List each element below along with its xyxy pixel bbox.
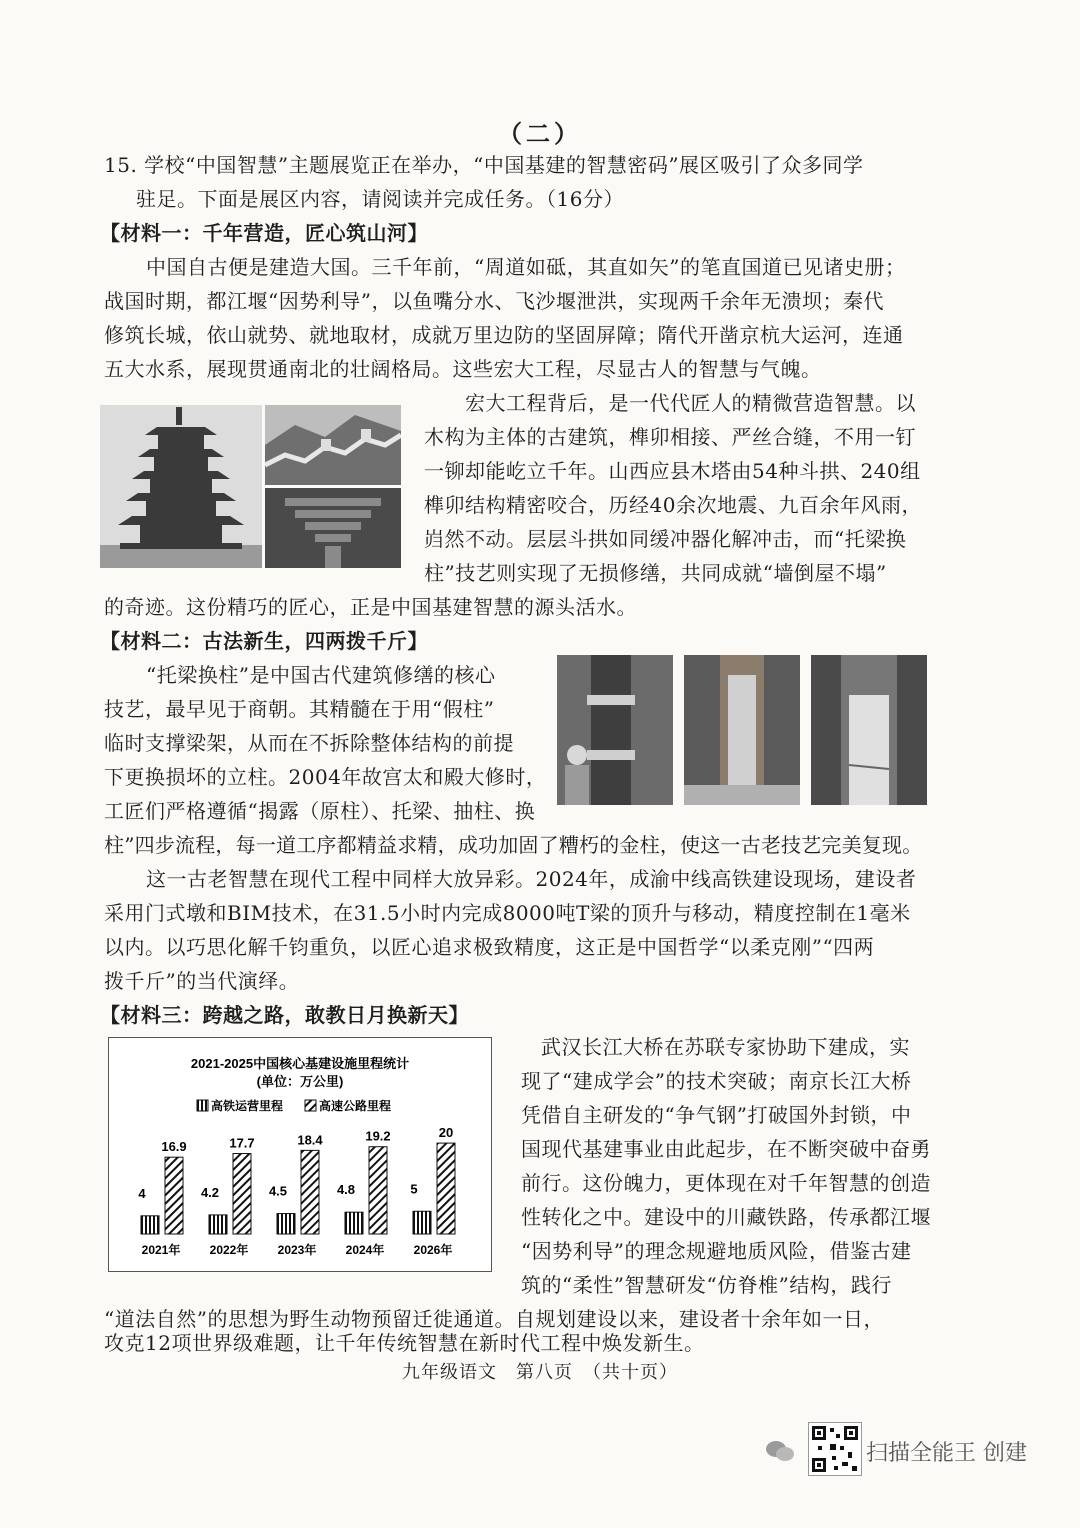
legend-swatch xyxy=(305,1100,316,1111)
bar-expressway xyxy=(437,1143,455,1234)
legend-label: 高铁运营里程 xyxy=(211,1099,284,1113)
bar-expressway xyxy=(369,1147,387,1234)
mileage-bar-chart xyxy=(108,1037,492,1272)
material-2-text: 技艺，最早见于商朝。其精髓在于用“假柱” xyxy=(104,697,495,721)
material-3-text: “因势利导”的理念规避地质风险，借鉴古建 xyxy=(521,1239,912,1263)
bar-value-label: 4.8 xyxy=(336,1182,356,1198)
material-3-text: 筑的“柔性”智慧研发“仿脊椎”结构，践行 xyxy=(521,1273,892,1297)
material-2-text: 下更换损坏的立柱。2004年故宫太和殿大修时， xyxy=(104,765,547,789)
material-3-text: “道法自然”的思想为野生动物预留迁徙通道。自规划建设以来，建设者十余年如一日， xyxy=(104,1307,884,1331)
material-3-text: 武汉长江大桥在苏联专家协助下建成，实 xyxy=(541,1035,910,1059)
question-stem-line-2: 驻足。下面是展区内容，请阅读并完成任务。（16分） xyxy=(136,187,624,211)
chart-title: 2021-2025中国核心基建设施里程统计 xyxy=(190,1056,410,1071)
pillar-repair-photo-1 xyxy=(557,655,673,805)
bar-expressway xyxy=(165,1157,183,1234)
bar-expressway xyxy=(233,1154,251,1234)
legend-label: 高速公路里程 xyxy=(319,1099,392,1113)
material-1-text: 的奇迹。这份精巧的匠心，正是中国基建智慧的源头活水。 xyxy=(104,595,637,619)
legend-swatch xyxy=(197,1100,208,1111)
bar-value-label: 16.9 xyxy=(161,1139,187,1155)
material-2-text: 拨千斤”的当代演绎。 xyxy=(104,969,300,993)
wechat-icon xyxy=(765,1440,795,1462)
material-3-text: 国现代基建事业由此起步，在不断突破中奋勇 xyxy=(521,1137,931,1161)
material-1-text: 中国自古便是建造大国。三千年前，“周道如砥，其直如矢”的笔直国道已见诸史册； xyxy=(146,255,906,279)
material-3-text: 性转化之中。建设中的川藏铁路，传承都江堰 xyxy=(521,1205,931,1229)
bar-value-label: 4 xyxy=(138,1185,146,1201)
material-1-text: 岿然不动。层层斗拱如同缓冲器化解冲击，而“托梁换 xyxy=(424,527,907,551)
material-2-text: 工匠们严格遵循“揭露（原柱）、托梁、抽柱、换 xyxy=(104,799,536,823)
bar-high-speed-rail xyxy=(413,1211,431,1234)
material-3-text: 凭借自主研发的“争气钢”打破国外封锁，中 xyxy=(521,1103,912,1127)
category-tick-label: 2023年 xyxy=(277,1243,317,1257)
material-2-text: 以内。以巧思化解千钧重负，以匠心追求极致精度，这正是中国哲学“以柔克刚”“四两 xyxy=(104,935,875,959)
material-1-text: 宏大工程背后，是一代代匠人的精微营造智慧。以 xyxy=(465,391,916,415)
bar-value-label: 4.2 xyxy=(200,1184,220,1200)
bar-high-speed-rail xyxy=(345,1212,363,1234)
category-tick-label: 2024年 xyxy=(345,1243,385,1257)
material-1-text: 五大水系，展现贯通南北的壮阔格局。这些宏大工程，尽显古人的智慧与气魄。 xyxy=(104,357,822,381)
material-3-text: 攻克12项世界级难题，让千年传统智慧在新时代工程中焕发新生。 xyxy=(104,1331,705,1355)
bar-high-speed-rail xyxy=(209,1215,227,1234)
material-2-text: 柱”四步流程，每一道工序都精益求精，成功加固了糟朽的金柱，使这一古老技艺完美复现。 xyxy=(104,833,923,857)
scanner-watermark: 扫描全能王 创建 xyxy=(866,1441,1027,1466)
bar-value-label: 19.2 xyxy=(365,1128,391,1144)
material-2-text: 这一古老智慧在现代工程中同样大放异彩。2024年，成渝中线高铁建设现场，建设者 xyxy=(146,867,917,891)
dougong-bracket-photo xyxy=(265,488,401,568)
bar-value-label: 17.7 xyxy=(229,1135,255,1151)
pillar-repair-photo-3 xyxy=(811,655,927,805)
bar-expressway xyxy=(301,1150,319,1234)
bar-value-label: 18.4 xyxy=(297,1132,323,1148)
material-1-text: 柱”技艺则实现了无损修缮，共同成就“墙倒屋不塌” xyxy=(424,561,887,585)
material-1-title: 【材料一：千年营造，匠心筑山河】 xyxy=(100,221,428,245)
material-1-text: 一铆却能屹立千年。山西应县木塔由54种斗拱、240组 xyxy=(424,459,921,483)
question-stem-line-1: 15. 学校“中国智慧”主题展览正在举办，“中国基建的智慧密码”展区吸引了众多同学 xyxy=(104,153,864,177)
material-1-text: 木构为主体的古建筑，榫卯相接、严丝合缝，不用一钉 xyxy=(424,425,916,449)
bar-value-label: 5 xyxy=(410,1181,418,1197)
category-tick-label: 2026年 xyxy=(413,1243,453,1257)
material-3-text: 现了“建成学会”的技术突破；南京长江大桥 xyxy=(521,1069,912,1093)
material-1-text: 战国时期，都江堰“因势利导”，以鱼嘴分水、飞沙堰泄洪，实现两千余年无溃坝；秦代 xyxy=(104,289,884,313)
material-3-text: 前行。这份魄力，更体现在对千年智慧的创造 xyxy=(521,1171,931,1195)
material-2-text: 临时支撑梁架，从而在不拆除整体结构的前提 xyxy=(104,731,514,755)
material-1-text: 修筑长城，依山就势、就地取材，成就万里边防的坚固屏障；隋代开凿京杭大运河，连通 xyxy=(104,323,904,347)
bar-high-speed-rail xyxy=(277,1214,295,1234)
section-heading: （二） xyxy=(498,119,582,148)
material-3-title: 【材料三：跨越之路，敢教日月换新天】 xyxy=(100,1003,469,1027)
material-1-text: 榫卯结构精密咬合，历经40余次地震、九百余年风雨， xyxy=(424,493,922,517)
pagoda-photo xyxy=(100,405,262,568)
pillar-repair-photo-2 xyxy=(684,655,800,805)
bar-value-label: 4.5 xyxy=(268,1183,288,1199)
material-2-title: 【材料二：古法新生，四两拨千斤】 xyxy=(100,629,428,653)
page-footer: 九年级语文 第八页 （共十页） xyxy=(402,1362,678,1383)
great-wall-photo xyxy=(265,405,401,485)
bar-high-speed-rail xyxy=(141,1216,159,1234)
chart-subtitle: (单位：万公里) xyxy=(256,1074,344,1089)
qr-code-icon xyxy=(808,1422,862,1476)
category-tick-label: 2021年 xyxy=(141,1243,181,1257)
category-tick-label: 2022年 xyxy=(209,1243,249,1257)
material-2-text: 采用门式墩和BIM技术，在31.5小时内完成8000吨T梁的顶升与移动，精度控制在1毫米 xyxy=(104,901,911,925)
material-2-text: “托梁换柱”是中国古代建筑修缮的核心 xyxy=(146,663,496,687)
chart-legend xyxy=(197,1098,391,1113)
bar-value-label: 20 xyxy=(438,1125,454,1141)
